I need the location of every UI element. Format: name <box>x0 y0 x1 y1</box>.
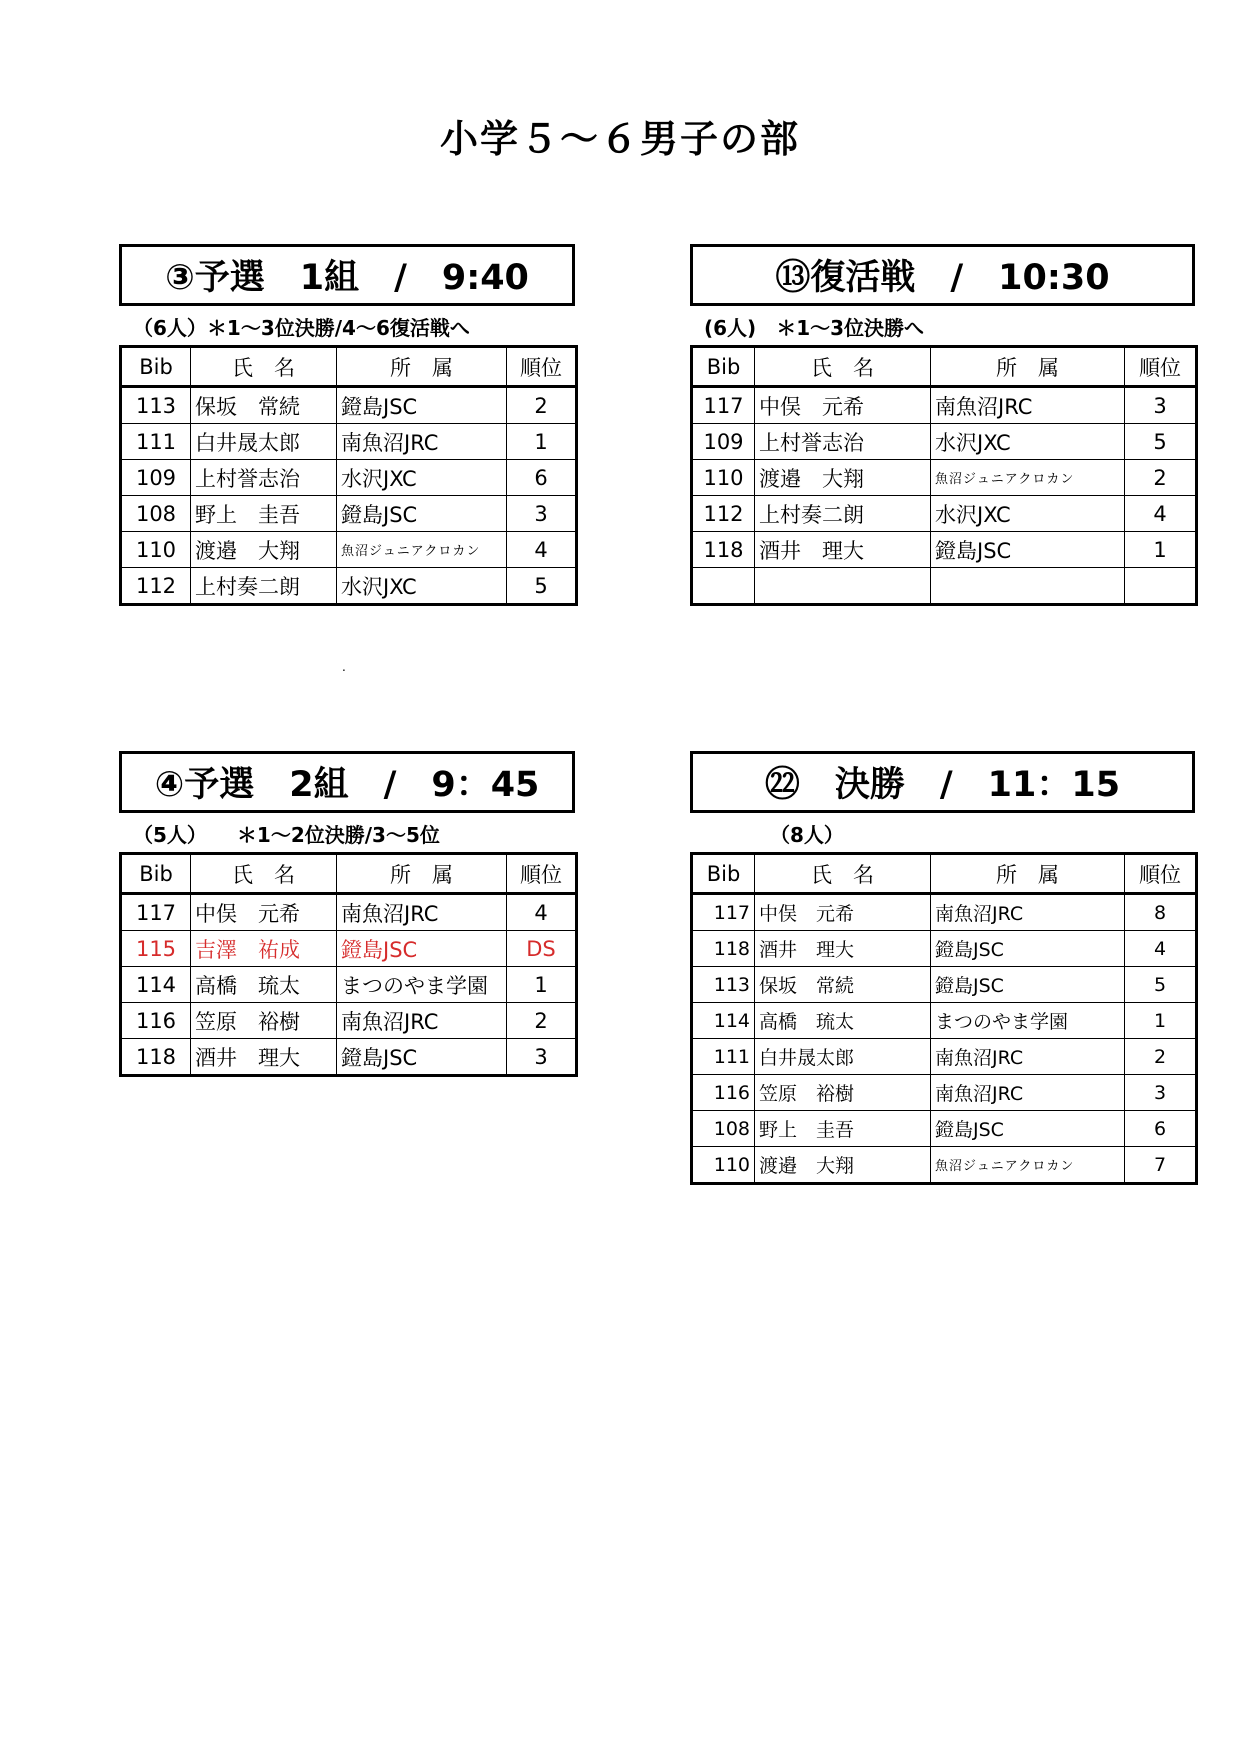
club-cell: 魚沼ジュニアクロカン <box>931 1147 1125 1184</box>
heat-header: ㉒ 決勝 / 11：15 <box>690 751 1195 813</box>
bib-cell: 111 <box>121 424 191 460</box>
name-cell: 酒井 理大 <box>755 532 931 568</box>
column-header-rank: 順位 <box>507 347 577 387</box>
table-header-row <box>121 854 577 894</box>
name-cell: 渡邉 大翔 <box>755 1147 931 1184</box>
bib-cell: 114 <box>121 967 191 1003</box>
heat-note: (6人) ＊1～3位決勝へ <box>704 316 925 340</box>
bib-cell: 110 <box>121 532 191 568</box>
club-cell: 南魚沼JRC <box>337 894 507 931</box>
table-row <box>692 496 1197 532</box>
club-cell: 鐙島JSC <box>931 931 1125 967</box>
club-cell: 鐙島JSC <box>337 1039 507 1076</box>
table-row <box>121 1003 577 1039</box>
column-header-rank: 順位 <box>1125 854 1197 894</box>
column-header-club: 所 属 <box>931 347 1125 387</box>
name-cell: 高橋 琉太 <box>755 1003 931 1039</box>
rank-cell: 5 <box>1125 424 1197 460</box>
rank-cell: 5 <box>1125 967 1197 1003</box>
club-cell: 南魚沼JRC <box>931 1075 1125 1111</box>
bib-cell: 115 <box>121 931 191 967</box>
table-row-disqualified <box>121 931 577 967</box>
rank-cell: 2 <box>1125 460 1197 496</box>
rank-cell: 8 <box>1125 894 1197 931</box>
table-row <box>121 496 577 532</box>
rank-cell: 1 <box>1125 532 1197 568</box>
bib-cell: 109 <box>121 460 191 496</box>
rank-cell: 4 <box>1125 496 1197 532</box>
bib-cell: 118 <box>692 931 755 967</box>
club-cell: 南魚沼JRC <box>931 894 1125 931</box>
club-cell <box>931 568 1125 605</box>
bib-cell: 117 <box>121 894 191 931</box>
rank-cell: 5 <box>507 568 577 605</box>
table-row <box>121 460 577 496</box>
name-cell: 保坂 常続 <box>191 387 337 424</box>
rank-cell: 3 <box>507 496 577 532</box>
club-cell: 鐙島JSC <box>931 967 1125 1003</box>
column-header-club: 所 属 <box>337 854 507 894</box>
bib-cell: 116 <box>692 1075 755 1111</box>
club-cell: 南魚沼JRC <box>931 1039 1125 1075</box>
heat-note: （6人）＊1～3位決勝/4～6復活戦へ <box>133 316 470 340</box>
heat-note: （8人） <box>770 823 844 847</box>
table-row <box>692 1075 1197 1111</box>
club-cell: 魚沼ジュニアクロカン <box>931 460 1125 496</box>
bib-cell: 112 <box>692 496 755 532</box>
column-header-name: 氏 名 <box>191 854 337 894</box>
club-cell: 南魚沼JRC <box>337 424 507 460</box>
stray-mark: . <box>342 660 346 674</box>
column-header-rank: 順位 <box>1125 347 1197 387</box>
club-cell: 水沢JXC <box>931 496 1125 532</box>
bib-cell: 118 <box>692 532 755 568</box>
heat-note: （5人） ＊1～2位決勝/3～5位 <box>133 823 440 847</box>
rank-cell: 3 <box>1125 1075 1197 1111</box>
name-cell: 上村誉志治 <box>755 424 931 460</box>
table-row <box>692 460 1197 496</box>
club-cell: 鐙島JSC <box>337 387 507 424</box>
bib-cell: 117 <box>692 894 755 931</box>
table-row <box>692 894 1197 931</box>
heat-header: ⑬復活戦 / 10:30 <box>690 244 1195 306</box>
name-cell: 酒井 理大 <box>755 931 931 967</box>
name-cell: 笠原 裕樹 <box>755 1075 931 1111</box>
rank-cell: DS <box>507 931 577 967</box>
name-cell: 上村奏二朗 <box>191 568 337 605</box>
column-header-bib: Bib <box>692 854 755 894</box>
name-cell: 渡邉 大翔 <box>191 532 337 568</box>
column-header-bib: Bib <box>692 347 755 387</box>
table-row <box>121 387 577 424</box>
rank-cell: 3 <box>507 1039 577 1076</box>
rank-cell: 1 <box>1125 1003 1197 1039</box>
bib-cell <box>692 568 755 605</box>
table-row <box>121 424 577 460</box>
rank-cell: 1 <box>507 967 577 1003</box>
club-cell: 南魚沼JRC <box>931 387 1125 424</box>
column-header-club: 所 属 <box>337 347 507 387</box>
rank-cell: 4 <box>507 894 577 931</box>
bib-cell: 114 <box>692 1003 755 1039</box>
club-cell: まつのやま学園 <box>337 967 507 1003</box>
bib-cell: 113 <box>692 967 755 1003</box>
table-row <box>692 1039 1197 1075</box>
table-row <box>121 1039 577 1076</box>
column-header-rank: 順位 <box>507 854 577 894</box>
name-cell: 白井晟太郎 <box>191 424 337 460</box>
table-header-row <box>692 347 1197 387</box>
name-cell: 野上 圭吾 <box>191 496 337 532</box>
club-cell: 鐙島JSC <box>931 1111 1125 1147</box>
heat-header: ④予選 2組 / 9：45 <box>119 751 575 813</box>
bib-cell: 113 <box>121 387 191 424</box>
club-cell: 鐙島JSC <box>337 931 507 967</box>
bib-cell: 116 <box>121 1003 191 1039</box>
rank-cell: 4 <box>507 532 577 568</box>
name-cell: 吉澤 祐成 <box>191 931 337 967</box>
table-row <box>692 967 1197 1003</box>
column-header-bib: Bib <box>121 347 191 387</box>
name-cell: 白井晟太郎 <box>755 1039 931 1075</box>
rank-cell: 2 <box>507 387 577 424</box>
table-row <box>692 532 1197 568</box>
name-cell: 中俣 元希 <box>191 894 337 931</box>
table-header-row <box>692 854 1197 894</box>
table-row <box>692 1003 1197 1039</box>
name-cell: 中俣 元希 <box>755 894 931 931</box>
results-table <box>690 345 1198 606</box>
column-header-bib: Bib <box>121 854 191 894</box>
bib-cell: 112 <box>121 568 191 605</box>
name-cell: 酒井 理大 <box>191 1039 337 1076</box>
column-header-name: 氏 名 <box>191 347 337 387</box>
page-title: 小学５～６男子の部 <box>439 117 800 161</box>
results-table <box>119 852 578 1077</box>
bib-cell: 111 <box>692 1039 755 1075</box>
heat-header: ③予選 1組 / 9:40 <box>119 244 575 306</box>
name-cell: 高橋 琉太 <box>191 967 337 1003</box>
name-cell <box>755 568 931 605</box>
club-cell: 水沢JXC <box>337 460 507 496</box>
club-cell: 水沢JXC <box>931 424 1125 460</box>
rank-cell: 6 <box>1125 1111 1197 1147</box>
table-row <box>121 568 577 605</box>
results-table <box>119 345 578 606</box>
name-cell: 保坂 常続 <box>755 967 931 1003</box>
column-header-name: 氏 名 <box>755 347 931 387</box>
table-row <box>692 387 1197 424</box>
results-table <box>690 852 1198 1185</box>
name-cell: 渡邉 大翔 <box>755 460 931 496</box>
bib-cell: 108 <box>121 496 191 532</box>
rank-cell: 2 <box>1125 1039 1197 1075</box>
rank-cell: 3 <box>1125 387 1197 424</box>
name-cell: 上村奏二朗 <box>755 496 931 532</box>
table-row <box>121 967 577 1003</box>
bib-cell: 108 <box>692 1111 755 1147</box>
column-header-name: 氏 名 <box>755 854 931 894</box>
name-cell: 笠原 裕樹 <box>191 1003 337 1039</box>
club-cell: まつのやま学園 <box>931 1003 1125 1039</box>
club-cell: 魚沼ジュニアクロカン <box>337 532 507 568</box>
rank-cell <box>1125 568 1197 605</box>
name-cell: 上村誉志治 <box>191 460 337 496</box>
bib-cell: 118 <box>121 1039 191 1076</box>
table-row <box>121 894 577 931</box>
bib-cell: 109 <box>692 424 755 460</box>
table-row <box>692 568 1197 605</box>
club-cell: 鐙島JSC <box>931 532 1125 568</box>
table-header-row <box>121 347 577 387</box>
name-cell: 野上 圭吾 <box>755 1111 931 1147</box>
club-cell: 南魚沼JRC <box>337 1003 507 1039</box>
rank-cell: 6 <box>507 460 577 496</box>
table-row <box>121 532 577 568</box>
table-row <box>692 424 1197 460</box>
name-cell: 中俣 元希 <box>755 387 931 424</box>
column-header-club: 所 属 <box>931 854 1125 894</box>
bib-cell: 110 <box>692 1147 755 1184</box>
club-cell: 水沢JXC <box>337 568 507 605</box>
table-row <box>692 1111 1197 1147</box>
bib-cell: 110 <box>692 460 755 496</box>
rank-cell: 7 <box>1125 1147 1197 1184</box>
rank-cell: 4 <box>1125 931 1197 967</box>
table-row <box>692 1147 1197 1184</box>
rank-cell: 2 <box>507 1003 577 1039</box>
club-cell: 鐙島JSC <box>337 496 507 532</box>
table-row <box>692 931 1197 967</box>
bib-cell: 117 <box>692 387 755 424</box>
rank-cell: 1 <box>507 424 577 460</box>
